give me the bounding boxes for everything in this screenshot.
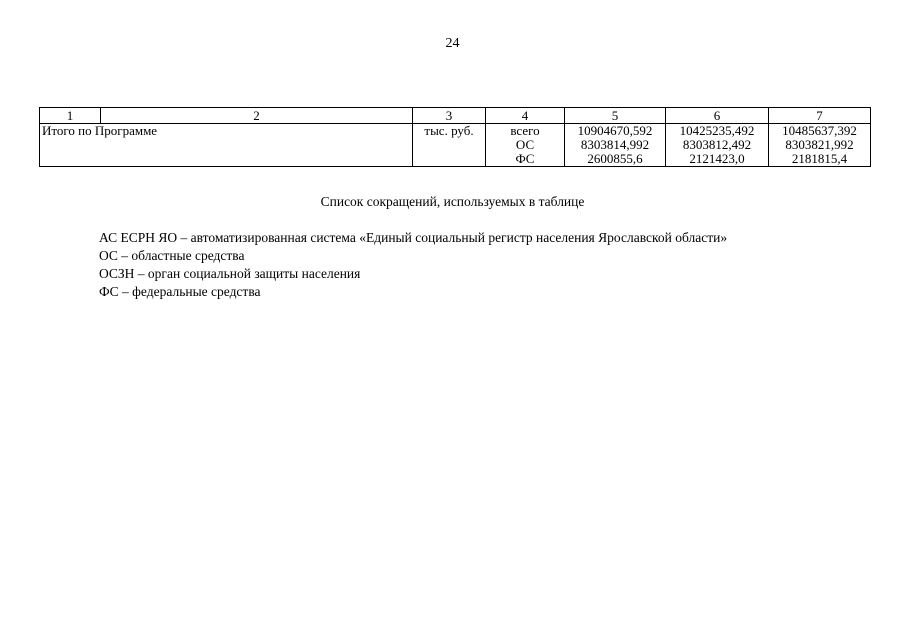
header-cell-2: 2 (101, 108, 413, 124)
col6-federal: 2121423,0 (689, 151, 745, 166)
col7-regional: 8303821,992 (785, 137, 854, 152)
abbreviation-item: ОСЗН – орган социальной защиты населения (99, 266, 361, 281)
col7-federal: 2181815,4 (791, 151, 848, 166)
col7-total: 10485637,392 (782, 123, 857, 138)
header-cell-1: 1 (40, 108, 101, 124)
page-number: 24 (445, 36, 460, 51)
program-total-label: Итого по Программе (40, 124, 413, 167)
header-cell-6: 6 (666, 108, 769, 124)
table-header-row (40, 108, 871, 124)
funding-type-total: всего (510, 123, 540, 138)
unit-cell: тыс. руб. (413, 124, 486, 167)
col5-regional: 8303814,992 (580, 137, 650, 152)
summary-table (39, 107, 871, 167)
funding-type-federal: ФС (515, 151, 535, 166)
abbreviations-list (99, 229, 727, 301)
col5-total: 10904670,592 (577, 123, 653, 138)
header-cell-4: 4 (486, 108, 565, 124)
abbreviation-item: ФС – федеральные средства (99, 284, 261, 299)
funding-type-cell (486, 124, 565, 167)
abbreviation-item: ОС – областные средства (99, 248, 245, 263)
table-row (40, 124, 871, 167)
funding-type-regional: ОС (515, 137, 535, 152)
col6-total: 10425235,492 (679, 123, 755, 138)
col5-federal: 2600855,6 (587, 151, 643, 166)
abbreviation-item: АС ЕСРН ЯО – автоматизированная система «Единый социальный регистр населения Ярославской области» (99, 230, 728, 245)
abbreviations-caption: Список сокращений, используемых в таблице (320, 194, 585, 209)
column-5-values (565, 124, 666, 167)
header-cell-5: 5 (565, 108, 666, 124)
column-6-values (666, 124, 769, 167)
column-7-values (769, 124, 871, 167)
header-cell-7: 7 (769, 108, 871, 124)
header-cell-3: 3 (413, 108, 486, 124)
col6-regional: 8303812,492 (682, 137, 752, 152)
